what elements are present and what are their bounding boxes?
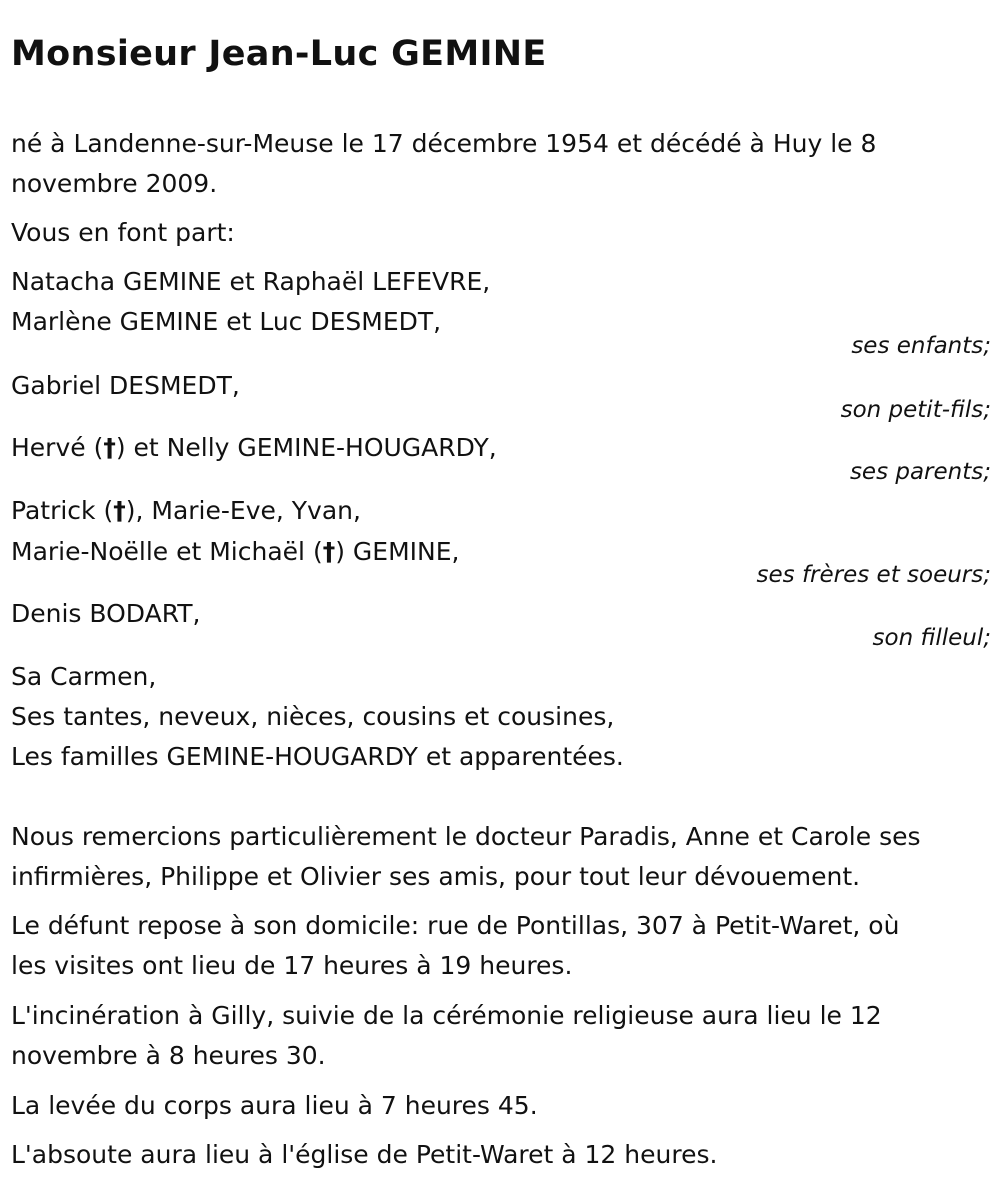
children-line-2: Marlène GEMINE et Luc DESMEDT, [11,307,442,336]
role-grandson: son petit-fils; [840,397,991,423]
role-children: ses enfants; [851,333,991,359]
others-line-3: Les familles GEMINE-HOUGARDY et apparentées. [11,742,624,771]
siblings-l1-part-1: Patrick ( [11,496,114,525]
siblings-line-1 [11,491,361,531]
cross-icon: † [103,433,116,462]
cross-icon: † [322,537,336,566]
parents-name-2: ) et Nelly GEMINE-HOUGARDY, [115,433,497,462]
godson-line: Denis BODART, [11,599,201,628]
intro-line-1: né à Landenne-sur-Meuse le 17 décembre 1954 et décédé à Huy le 8 [11,129,877,158]
siblings-l2-part-1: Marie-Noëlle et Michaël ( [11,537,323,566]
repose-line-1: Le défunt repose à son domicile: rue de Pontillas, 307 à Petit-Waret, où [11,911,900,940]
others-line-2: Ses tantes, neveux, nièces, cousins et cousines, [11,702,615,731]
parents-name-1: Hervé ( [11,433,104,462]
role-siblings: ses frères et soeurs; [756,562,991,588]
others-line-1: Sa Carmen, [11,662,157,691]
parents-line [11,428,497,468]
announce-text: Vous en font part: [11,218,235,247]
thanks-line-2: infirmières, Philippe et Olivier ses amis, pour tout leur dévouement. [11,862,861,891]
incineration-line-1: L'incinération à Gilly, suivie de la cérémonie religieuse aura lieu le 12 [11,1001,882,1030]
thanks-line-1: Nous remercions particulièrement le docteur Paradis, Anne et Carole ses [11,822,921,851]
incineration-line-2: novembre à 8 heures 30. [11,1041,326,1070]
repose-line-2: les visites ont lieu de 17 heures à 19 heures. [11,951,573,980]
levee-line: La levée du corps aura lieu à 7 heures 45. [11,1091,538,1120]
cross-icon: † [113,496,126,525]
children-line-1: Natacha GEMINE et Raphaël LEFEVRE, [11,267,491,296]
role-godson: son filleul; [872,625,991,651]
siblings-l2-part-2: ) GEMINE, [335,537,460,566]
role-parents: ses parents; [849,459,991,485]
siblings-line-2 [11,532,459,572]
page-title: Monsieur Jean-Luc GEMINE [11,34,547,74]
intro-line-2: novembre 2009. [11,169,218,198]
siblings-l1-part-2: ), Marie-Eve, Yvan, [125,496,361,525]
absoute-line: L'absoute aura lieu à l'église de Petit-Waret à 12 heures. [11,1140,718,1169]
grandson-line: Gabriel DESMEDT, [11,371,240,400]
